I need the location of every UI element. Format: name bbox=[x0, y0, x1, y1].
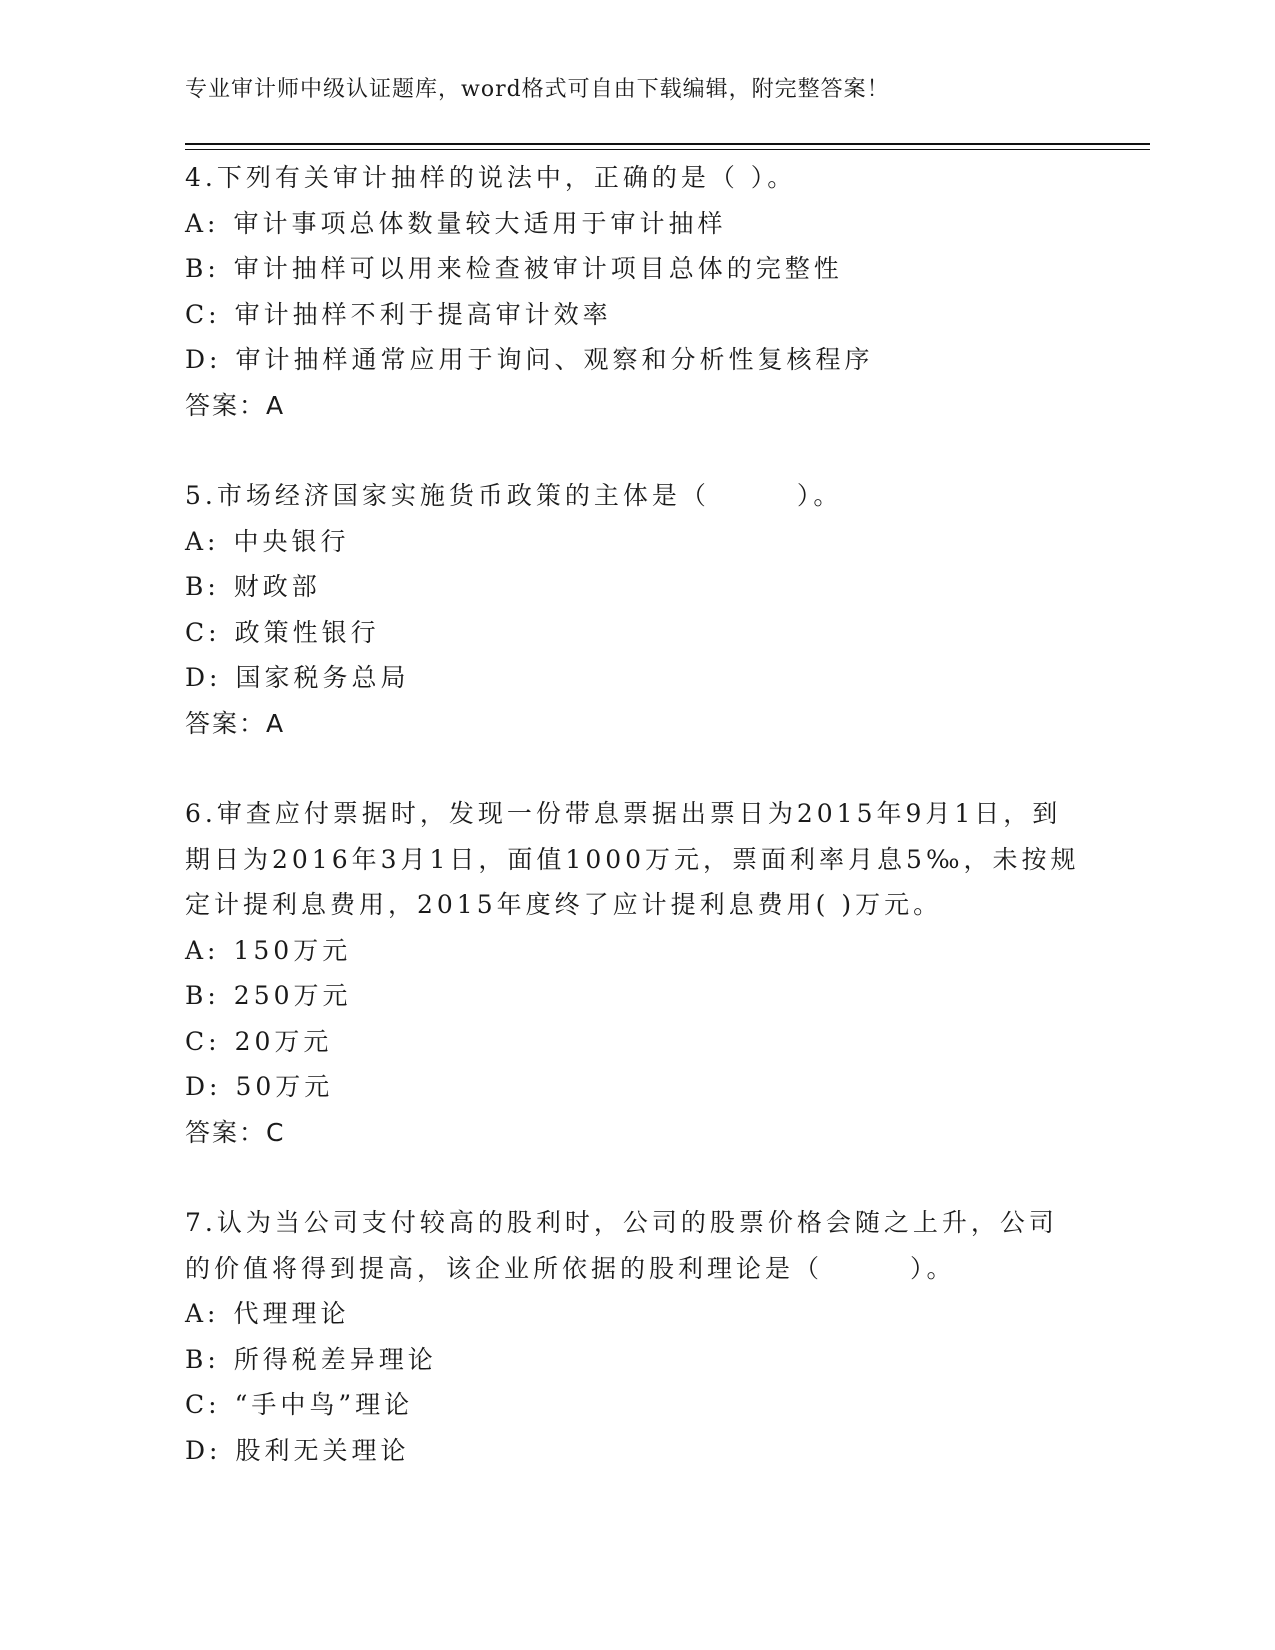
answer: 答案：C bbox=[185, 1117, 286, 1147]
option-key: B: bbox=[185, 981, 220, 1010]
option-a bbox=[185, 519, 1085, 565]
option-b bbox=[185, 973, 1085, 1019]
option-key: B: bbox=[185, 572, 220, 601]
option-key: A: bbox=[185, 208, 220, 238]
option-d bbox=[185, 655, 1085, 701]
option-c bbox=[185, 292, 1085, 338]
option-text: 股利无关理论 bbox=[235, 1435, 410, 1465]
question-stem: 7.认为当公司支付较高的股利时，公司的股票价格会随之上升，公司的价值将得到提高，该企业所依据的股利理论是（ ）。 bbox=[185, 1208, 1058, 1283]
option-key: D: bbox=[185, 663, 222, 692]
option-text: “手中鸟”理论 bbox=[234, 1390, 414, 1419]
option-key: B: bbox=[185, 1344, 220, 1374]
option-key: B: bbox=[185, 254, 220, 283]
option-text: 所得税差异理论 bbox=[233, 1344, 437, 1374]
question-stem: 5.市场经济国家实施货币政策的主体是（ ）。 bbox=[185, 481, 843, 510]
option-key: D: bbox=[185, 1435, 222, 1465]
option-key: C: bbox=[185, 617, 221, 647]
option-text: 政策性银行 bbox=[234, 617, 380, 647]
option-d bbox=[185, 1064, 1085, 1110]
option-text: 中央银行 bbox=[233, 526, 350, 556]
option-text: 财政部 bbox=[233, 572, 321, 601]
option-text: 审计抽样不利于提高审计效率 bbox=[234, 299, 612, 329]
option-c bbox=[185, 610, 1085, 656]
option-key: C: bbox=[185, 1390, 221, 1419]
option-d bbox=[185, 337, 1085, 383]
question-stem: 6.审查应付票据时，发现一份带息票据出票日为2015年9月1日，到期日为2016年3月1日，面值1000万元，票面利率月息5‰，未按规定计提利息费用，2015年度终了应计提利息费用( )万元。 bbox=[185, 799, 1080, 919]
option-key: A: bbox=[185, 935, 220, 965]
option-key: C: bbox=[185, 1026, 221, 1056]
option-key: C: bbox=[185, 299, 221, 329]
option-key: A: bbox=[185, 1299, 220, 1328]
option-a bbox=[185, 1291, 1085, 1337]
option-key: A: bbox=[185, 526, 220, 556]
option-a bbox=[185, 201, 1085, 247]
option-key: D: bbox=[185, 345, 222, 374]
option-text: 50万元 bbox=[235, 1072, 334, 1101]
option-text: 250万元 bbox=[233, 981, 352, 1010]
question-stem: 4.下列有关审计抽样的说法中，正确的是（ ）。 bbox=[185, 163, 797, 192]
option-text: 审计事项总体数量较大适用于审计抽样 bbox=[233, 208, 727, 238]
answer: 答案：A bbox=[185, 708, 286, 738]
option-key: D: bbox=[185, 1072, 222, 1101]
question-list bbox=[185, 155, 1085, 1473]
option-d bbox=[185, 1428, 1085, 1474]
option-text: 审计抽样通常应用于询问、观察和分析性复核程序 bbox=[235, 345, 874, 374]
option-text: 国家税务总局 bbox=[235, 663, 410, 692]
option-b bbox=[185, 1337, 1085, 1383]
option-text: 审计抽样可以用来检查被审计项目总体的完整性 bbox=[233, 254, 843, 283]
page-header: 专业审计师中级认证题库，word格式可自由下载编辑，附完整答案！ bbox=[185, 77, 890, 102]
option-a bbox=[185, 928, 1085, 974]
option-c bbox=[185, 1382, 1085, 1428]
option-c bbox=[185, 1019, 1085, 1065]
question-6 bbox=[185, 791, 1085, 1155]
option-b bbox=[185, 246, 1085, 292]
option-b bbox=[185, 564, 1085, 610]
option-text: 代理理论 bbox=[233, 1299, 350, 1328]
answer: 答案：A bbox=[185, 390, 286, 420]
question-4 bbox=[185, 155, 1085, 428]
question-7 bbox=[185, 1200, 1085, 1473]
header-divider bbox=[185, 143, 1150, 150]
option-text: 20万元 bbox=[234, 1026, 333, 1056]
option-text: 150万元 bbox=[233, 935, 352, 965]
question-5 bbox=[185, 473, 1085, 746]
